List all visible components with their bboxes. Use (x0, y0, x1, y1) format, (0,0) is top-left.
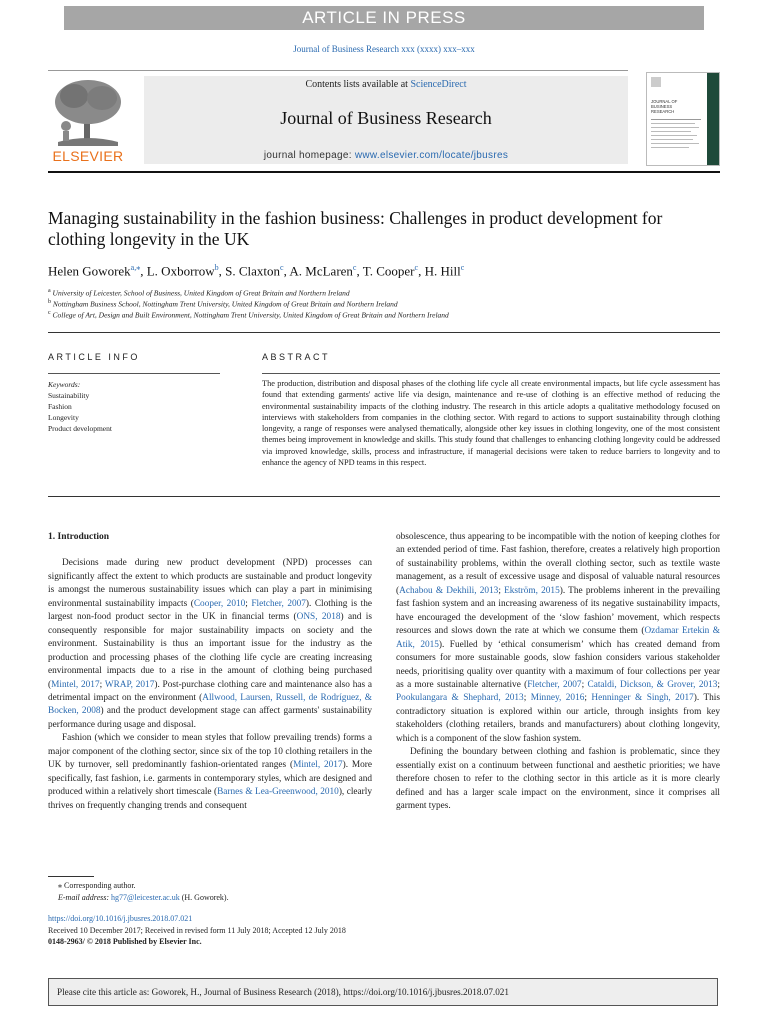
article-info-heading: ARTICLE INFO (48, 352, 140, 362)
author-affiliation-mark[interactable]: c (280, 263, 284, 272)
affiliation-text: College of Art, Design and Built Environment, Nottingham Trent University, United Kingdom of Great Britain and Northern Ireland (52, 310, 449, 320)
paragraph-text: ; (99, 679, 105, 690)
paragraph-text: ; (581, 679, 588, 690)
abstract-heading: ABSTRACT (262, 352, 331, 362)
article-title: Managing sustainability in the fashion business: Challenges in product development for clothing longevity in the UK (48, 208, 663, 249)
citation-link[interactable]: Cooper, 2010 (193, 598, 246, 609)
citation-box (48, 978, 718, 1006)
author-name[interactable]: L. Oxborrow (146, 263, 215, 279)
paragraph-text: Decisions made during new product development (NPD) processes can significantly affect the extent to which products are sustainable and product longevity is amongst the numerous sustainability issues which can play a part in minimising environmental sustainability impacts ( (48, 558, 372, 609)
cover-title: JOURNAL OF BUSINESS RESEARCH (651, 99, 678, 114)
citation-link[interactable]: ONS, 2018 (296, 612, 341, 623)
paragraph (396, 746, 720, 813)
homepage-link[interactable]: www.elsevier.com/locate/jbusres (354, 150, 509, 161)
author-affiliation-mark[interactable]: c (414, 263, 419, 272)
citation-link[interactable]: Ekström, 2015 (504, 585, 560, 596)
paragraph-text: ; (245, 598, 252, 609)
affiliation-mark: b (48, 299, 51, 305)
citation-link[interactable]: Henninger & Singh, 2017 (591, 693, 694, 704)
author-separator: , (218, 263, 226, 279)
paragraph-text: Fashion (which we consider to mean styles that follow prevailing trends) forms a major component of the clothing sector, since six of the top 10 clothing retailers in the UK by turnover, sell predominantly fashion-orientated ranges ( (48, 733, 372, 771)
email-label: E-mail address: (58, 893, 112, 902)
abstract-bottom-rule (48, 496, 720, 497)
paragraph-text: ). This contradictory situation is explored within our article, through insights from key stakeholders (clothing retailers, brands and manufacturers) about clothing longevity, which is a component of the slow fashion system. (396, 693, 720, 744)
author-separator: , (356, 263, 363, 279)
paragraph-text: ; (498, 585, 505, 596)
doi-link[interactable]: https://doi.org/10.1016/j.jbusres.2018.07.021 (48, 914, 193, 923)
paragraph-text: Defining the boundary between clothing and fashion is problematic, since they essentially exist on a continuum between functional and aesthetic priorities; we have therefore chosen to refer to the clothing sector in this article as it is more clearly defined and has a larger scale impact on the environment, since it comprises all garment types. (396, 747, 720, 812)
journal-title: Journal of Business Research (280, 108, 492, 128)
citation-link[interactable]: Ozdamar Ertekin & Atik, 2015 (396, 626, 720, 650)
author-list (48, 263, 708, 279)
paragraph (396, 531, 720, 746)
citation-link[interactable]: Pookulangara & Shephard, 2013 (396, 693, 524, 704)
paragraph-text: ; (717, 679, 721, 690)
citation-link[interactable]: Mintel, 2017 (293, 760, 343, 771)
article-info-rule (48, 373, 220, 374)
citation-link[interactable]: WRAP, 2017 (104, 679, 155, 690)
paragraph-text: obsolescence, thus appearing to be incompatible with the notion of keeping clothes for an extended period of time. Fast fashion, therefore, creates a relatively high proportion of sustainability problems, within the overall clothing sector, such as textile waste management, as a result of excessive usage and disposal of valuable natural resources ( (396, 532, 720, 596)
affiliation-b (48, 299, 708, 309)
corresponding-author-note: ⁎ Corresponding author. (58, 881, 136, 890)
paragraph-text: ). Fuelled by ‘ethical consumerism’ which has created demand from consumers for more sustainable goods, slow fashion considers various stakeholder needs, prioritising quality over quantity with a maximum of four collections per year as a more sustainable alternative ( (396, 639, 720, 690)
contents-line (144, 79, 628, 90)
author-affiliation-mark[interactable]: c (352, 263, 357, 272)
affiliation-a (48, 288, 708, 298)
affiliation-c (48, 310, 708, 320)
citation-link[interactable]: Mintel, 2017 (51, 679, 100, 690)
banner-text: ARTICLE IN PRESS (302, 8, 466, 27)
keyword: Sustainability (48, 391, 90, 400)
author-separator: , (140, 263, 147, 279)
abstract-text: The production, distribution and disposal phases of the clothing life cycle all create environmental impacts, but life cycle assessment has found that extending garments' active life via design, maintenance and re-use of clothing is an effective method of reducing the environmental sustainability impacts of the clothing industry. The research in this article adopts a qualitative methodology focused on interviews with stakeholders from companies in the clothing sector. With regard to actions to support sustainability through clothing longevity, a range of responses were analysed thematically, alongside other key issues in clothing longevity, one of the most consistent themes being improvement in knowledge and skills. This study found that challenges to enhancing clothing longevity could be addressed via improved knowledge, skills, process and infrastructure, if managerial decisions were taken to reduce barriers to longevity and to enhance the agency of NPD teams in this respect. (262, 379, 720, 468)
author-affiliation-mark[interactable]: a,⁎ (130, 263, 141, 272)
top-rule (48, 70, 628, 71)
sciencedirect-link[interactable]: ScienceDirect (410, 79, 467, 90)
contents-prefix: Contents lists available at (305, 79, 411, 90)
author-name[interactable]: A. McLaren (289, 263, 353, 279)
section-heading: 1. Introduction (48, 532, 110, 542)
article-in-press-banner (64, 6, 704, 30)
email-line (48, 892, 448, 904)
author-separator: , (283, 263, 290, 279)
publication-info (48, 913, 548, 948)
masthead-rule (48, 171, 720, 173)
author-name[interactable]: H. Hill (424, 263, 461, 279)
paragraph-text: ) and is consequently responsible for major sustainability impacts on society and the environment. Sustainability is thus an important issue for the industry as the production and processing phases of the clothing life cycle are creating increasing environmental impacts due to a rise in the amount of clothing being purchased ( (48, 612, 372, 690)
email-suffix: (H. Goworek). (179, 893, 229, 902)
paragraph-text: ). Post-purchase clothing care and maintenance also has a detrimental impact on the environment ( (48, 679, 372, 703)
paragraph-text: ) and the product development stage can affect garments' sustainability performance during usage and disposal. (48, 706, 372, 730)
citation-link[interactable]: Minney, 2016 (530, 693, 585, 704)
homepage-prefix: journal homepage: (263, 150, 355, 161)
citation-text: Please cite this article as: Goworek, H., Journal of Business Research (2018), https://doi.org/10.1016/j.jbusres.2018.07.021 (57, 987, 509, 997)
body-column-right (396, 531, 720, 814)
affiliation-text: University of Leicester, School of Business, United Kingdom of Great Britain and Northern Ireland (52, 288, 350, 298)
copyright-line: 0148-2963/ © 2018 Published by Elsevier Inc. (48, 937, 202, 946)
paragraph-text: ). The problems inherent in the prevailing fast fashion system and an increasing awareness of its negative sustainability impacts, have encouraged the development of the ‘slow fashion’ movement, which respects resources and slows down the rate at which we consume them ( (396, 585, 720, 637)
author-name[interactable]: S. Claxton (225, 263, 281, 279)
paragraph (48, 557, 372, 732)
citation-link[interactable]: Fletcher, 2007 (527, 679, 582, 690)
journal-cover-thumbnail (646, 72, 720, 166)
affiliation-mark: c (48, 310, 51, 316)
affiliation-text: Nottingham Business School, Nottingham Trent University, United Kingdom of Great Britain and Northern Ireland (52, 299, 398, 309)
author-name[interactable]: T. Cooper (362, 263, 415, 279)
abstract-rule (262, 373, 720, 374)
paragraph (48, 732, 372, 813)
citation-link[interactable]: Allwood, Laursen, Russell, de Rodríguez, & Bocken, 2008 (48, 692, 373, 717)
paragraph-text: ). Clothing is the largest non-food product sector in the UK in financial terms ( (48, 598, 372, 623)
header-rule (48, 332, 720, 333)
citation-link[interactable]: Barnes & Lea-Greenwood, 2010 (217, 787, 339, 798)
email-link[interactable]: hg77@leicester.ac.uk (111, 893, 180, 902)
keyword: Longevity (48, 413, 79, 422)
publisher-wordmark: ELSEVIER (52, 148, 124, 164)
paragraph-text: ; (523, 693, 531, 704)
keywords-label: Keywords: (48, 380, 81, 389)
journal-reference-link[interactable]: Journal of Business Research xxx (xxxx) xxx–xxx (293, 44, 475, 54)
author-affiliation-mark[interactable]: b (214, 263, 219, 272)
body-column-left (48, 531, 372, 813)
keywords-block (48, 379, 228, 434)
footnotes (48, 880, 448, 904)
received-dates: Received 10 December 2017; Received in revised form 11 July 2018; Accepted 12 July 2018 (48, 925, 346, 935)
affiliation-mark: a (48, 288, 51, 294)
keyword: Product development (48, 424, 112, 433)
keyword: Fashion (48, 402, 72, 411)
footnote-rule (48, 876, 94, 877)
paragraph-text: ; (584, 693, 592, 704)
author-separator: , (418, 263, 425, 279)
citation-link[interactable]: Achabou & Dekhili, 2013 (399, 585, 499, 596)
paragraph-text: ). More specifically, fast fashion, i.e. garments in contemporary styles, which are designed and produced within a relatively short timescale ( (48, 760, 372, 798)
journal-homepage-line (144, 150, 628, 161)
paragraph-text: ), clearly thrives on frequently changing trends and consequent (48, 787, 372, 811)
author-name[interactable]: Helen Goworek (48, 263, 131, 279)
citation-link[interactable]: Fletcher, 2007 (251, 598, 306, 609)
author-affiliation-mark[interactable]: c (460, 263, 465, 272)
citation-link[interactable]: Cataldi, Dickson, & Grover, 2013 (587, 679, 718, 690)
